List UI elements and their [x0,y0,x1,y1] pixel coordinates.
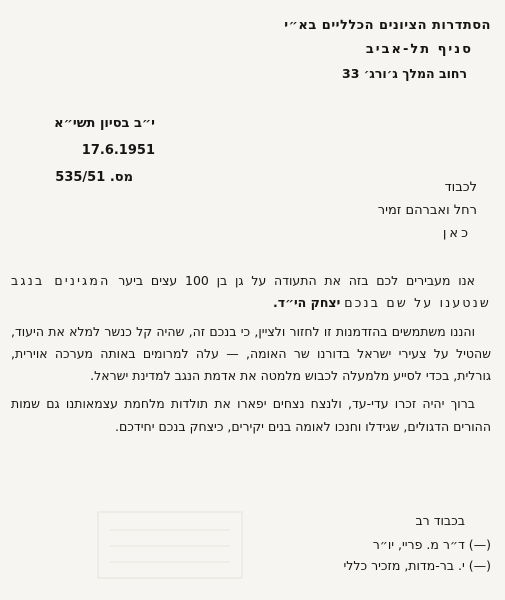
date-line [10,110,155,164]
fallen-son-name: יצחק הי״ד. [273,295,341,311]
letter-body [11,270,491,444]
closing-block [191,510,491,576]
branch-name: סניף תל-אביב [365,42,473,57]
closing-greeting: בכבוד רב [415,513,465,528]
recipient-names: רחל ואברהם זמיר [377,203,477,218]
organization-name: הסתדרות הציונים הכלליים בא״י [284,18,491,33]
reference-line [10,164,133,191]
date-block [10,110,155,191]
reference-number: 535/51 [55,170,106,185]
street-address: רחוב המלך ג׳ורג׳ 33 [342,66,467,81]
paragraph-1-line-b: המגינים בנגב שנטענו על שם בנכם [11,273,491,311]
paragraph-1-line-a: אנו מעבירים לכם בזה את התעודה על גן בן 100 עצים ביער [118,273,476,288]
recipient-location: כאן [442,226,471,241]
letterhead [191,14,491,86]
signature-secretary: (—) י. בר-מדות, מזכיר כללי [343,558,491,573]
paragraph-1 [11,270,491,315]
recipient-salutation: לכבוד [444,180,477,195]
gregorian-date: 17.6.1951 [81,143,155,158]
reference-label: מס. [109,170,133,185]
paragraph-2: והננו משתמשים בהזדמנות זו לחזור ולציין, כי בנכם זה, שהיה קל כנשר למלא את היעוד, שהטיל על צעירי ישראל בדורנו שר האומה, — עלה למרומים באותה מערכה אוירית, גורלית, בכדי לסייע מלמעלה לכבוש מלמטה את אדמת הנגב למדינת ישראל. [11,323,491,384]
recipient-block [277,176,477,245]
signature-chairman: (—) ד״ר מ. פריי, יו״ר [372,537,491,552]
paragraph-3: ברוך יהיה זכרו עדי-עד, ולנצח נצחים יפארו את תולדות מלחמת עצמאותנו גם שמות ההורים הדגולים, שגידלו וחנכו לאומה בנים יקירים, כיצחק בנכם יחידכם. [11,396,491,434]
hebrew-date: י״ב בסיון תשי״א [54,116,155,131]
